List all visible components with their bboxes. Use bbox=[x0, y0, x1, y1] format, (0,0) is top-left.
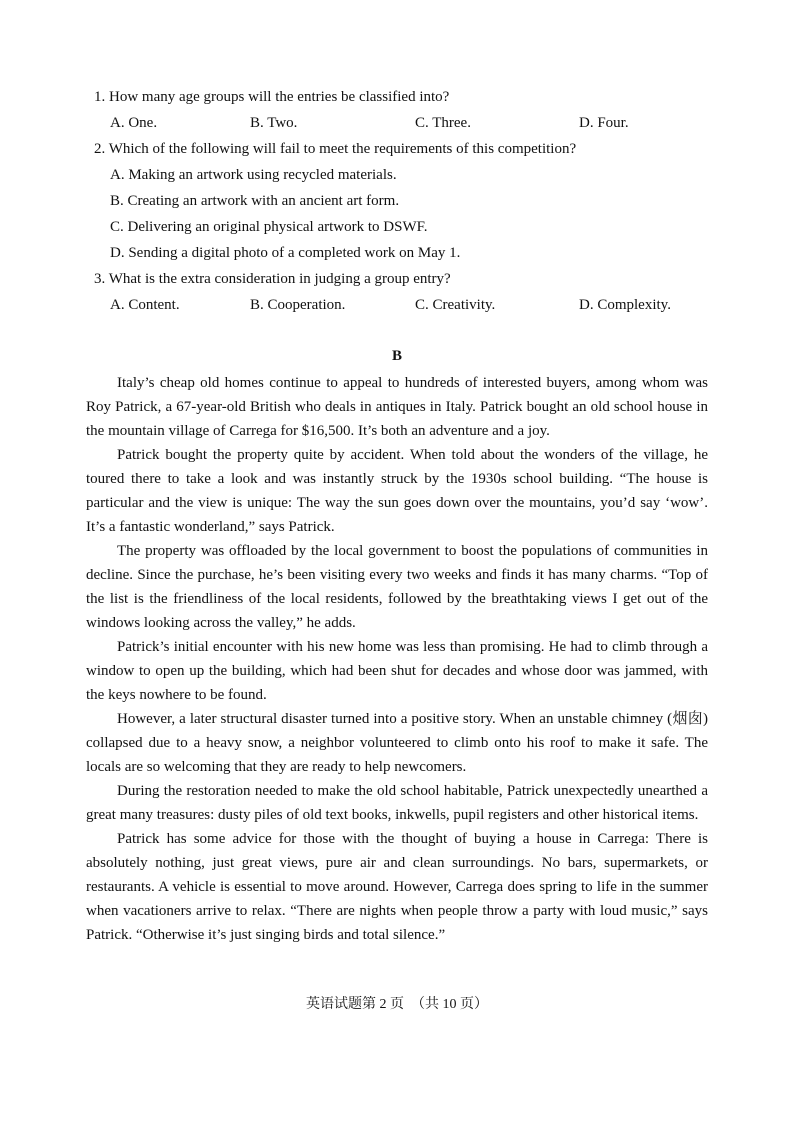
question-2-option-c: C. Delivering an original physical artwork to DSWF. bbox=[110, 219, 428, 235]
question-1-option-d: D. Four. bbox=[579, 115, 629, 131]
question-2-option-d: D. Sending a digital photo of a completed work on May 1. bbox=[110, 245, 461, 261]
question-1-option-a: A. One. bbox=[110, 115, 158, 131]
question-3-option-c: C. Creativity. bbox=[415, 297, 496, 313]
passage-paragraph-1: Italy’s cheap old homes continue to appeal to hundreds of interested buyers, among whom was Roy Patrick, a 67-year-old British who deals in antiques in Italy. Patrick bought an old school house in the mountain village of Carrega for $16,500. It’s both an adventure and a joy. bbox=[86, 375, 708, 439]
passage-paragraph-7: Patrick has some advice for those with the thought of buying a house in Carrega: There is absolutely nothing, just great views, pure air and clean surroundings. No bars, supermarkets, or restaurants. A vehicle is essential to move around. However, Carrega does spring to life in the summer when vacationers arrive to relax. “There are nights when people throw a party with loud music,” says Patrick. “Otherwise it’s just singing birds and total silence.” bbox=[86, 831, 708, 943]
question-3-option-b: B. Cooperation. bbox=[250, 297, 346, 313]
question-3-stem: 3. What is the extra consideration in judging a group entry? bbox=[94, 271, 451, 287]
question-2-stem: 2. Which of the following will fail to meet the requirements of this competition? bbox=[94, 141, 577, 157]
footer-page-label: 英语试题第 2 页 bbox=[306, 997, 404, 1012]
passage-paragraph-6: During the restoration needed to make the old school habitable, Patrick unexpectedly unearthed a great many treasures: dusty piles of old text books, inkwells, pupil registers and other historical items. bbox=[86, 783, 708, 823]
page-footer bbox=[0, 995, 794, 1015]
question-1-option-b: B. Two. bbox=[250, 115, 298, 131]
question-3-option-a: A. Content. bbox=[110, 297, 180, 313]
passage-paragraph-4: Patrick’s initial encounter with his new home was less than promising. He had to climb through a window to open up the building, which had been shut for decades and whose door was jammed, with the keys nowhere to be found. bbox=[86, 639, 708, 703]
question-3-option-d: D. Complexity. bbox=[579, 297, 671, 313]
passage-paragraph-3: The property was offloaded by the local government to boost the populations of communities in decline. Since the purchase, he’s been visiting every two weeks and finds it has many charms. “Top of the list is the friendliness of the local residents, followed by the breathtaking views I get out of the windows looking across the valley,” he adds. bbox=[86, 543, 708, 631]
question-1-option-c: C. Three. bbox=[415, 115, 471, 131]
footer-total-label: （共 10 页） bbox=[411, 997, 488, 1012]
question-1-stem: 1. How many age groups will the entries be classified into? bbox=[94, 89, 450, 105]
question-2-option-b: B. Creating an artwork with an ancient art form. bbox=[110, 193, 400, 209]
passage-paragraph-5: However, a later structural disaster turned into a positive story. When an unstable chimney (烟囱) collapsed due to a heavy snow, a neighbor volunteered to climb onto his roof to make it safe. The locals are so welcoming that they are ready to help newcomers. bbox=[86, 711, 708, 775]
section-b-title: B bbox=[391, 348, 402, 364]
question-2-option-a: A. Making an artwork using recycled materials. bbox=[110, 167, 397, 183]
section-b-passage bbox=[86, 371, 708, 947]
passage-paragraph-2: Patrick bought the property quite by accident. When told about the wonders of the village, he toured there to take a look and was instantly struck by the 1930s school building. “The house is particular and the view is unique: The way the sun goes down over the mountains, you’d say ‘wow’. It’s a fantastic wonderland,” says Patrick. bbox=[86, 447, 708, 535]
